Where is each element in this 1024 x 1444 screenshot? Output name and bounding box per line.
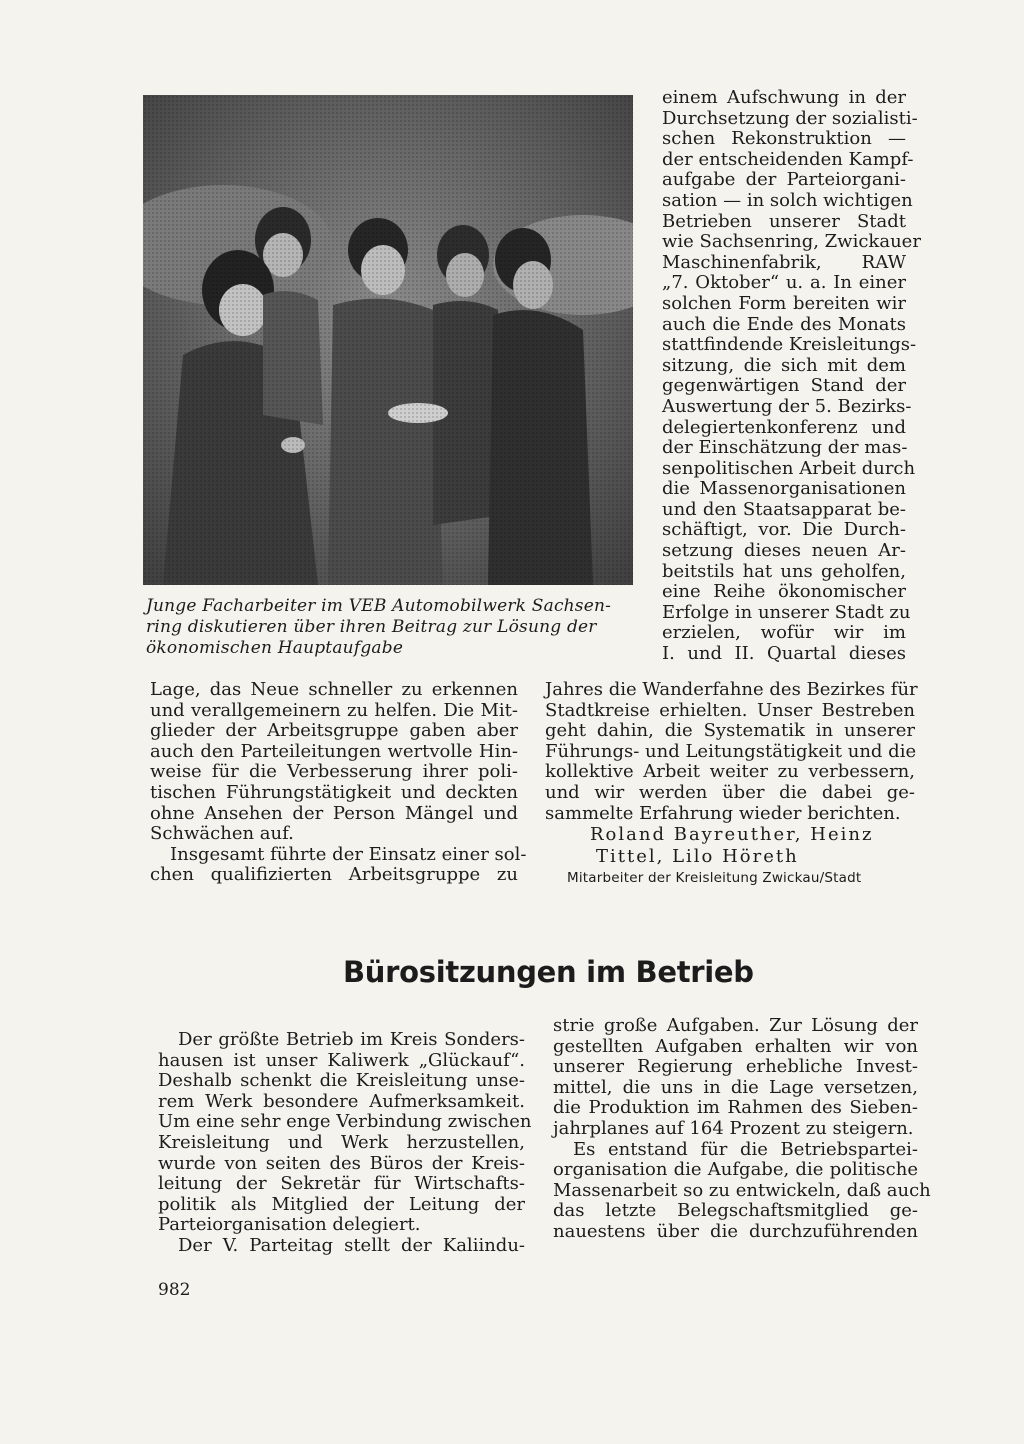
text-line: strie große Aufgaben. Zur Lösung der xyxy=(553,1015,918,1036)
text-line: Kreisleitung und Werk herzustellen, xyxy=(158,1131,525,1153)
text-line: chen qualifizierten Arbeitsgruppe zu xyxy=(150,864,518,886)
photo-caption xyxy=(146,596,638,659)
text-line: setzung dieses neuen Ar- xyxy=(662,540,906,562)
text-line: beitstils hat uns geholfen, xyxy=(662,560,906,582)
author-signature xyxy=(590,824,920,868)
text-line: sammelte Erfahrung wieder berichten. xyxy=(545,802,901,824)
right-column-text xyxy=(662,87,921,665)
author-affiliation: Mitarbeiter der Kreisleitung Zwickau/Stadt xyxy=(567,870,862,886)
text-line: weise für die Verbesserung ihrer poli- xyxy=(150,761,518,783)
text-line: sation — in solch wichtigen xyxy=(662,189,913,211)
text-line: der entscheidenden Kampf- xyxy=(662,148,914,170)
text-line: und den Staatsapparat be- xyxy=(662,498,906,520)
text-line: Jahres die Wanderfahne des Bezirkes für xyxy=(545,679,918,700)
article-right-column xyxy=(553,1015,931,1243)
text-line: schen Rekonstruktion — xyxy=(662,128,906,150)
text-line: der Einschätzung der mas- xyxy=(662,437,908,459)
text-line: Betrieben unserer Stadt xyxy=(662,210,906,232)
left-column-text xyxy=(150,679,527,886)
text-line: solchen Form bereiten wir xyxy=(662,292,906,314)
text-line: kollektive Arbeit weiter zu verbessern, xyxy=(545,761,915,783)
text-line: gestellten Aufgaben erhalten wir von xyxy=(553,1035,918,1057)
text-line: glieder der Arbeitsgruppe gaben aber xyxy=(150,720,518,742)
article-left-column xyxy=(158,1029,532,1257)
caption-line: ring diskutieren über ihren Beitrag zur Lösung der xyxy=(146,617,597,637)
text-line: aufgabe der Parteiorgani- xyxy=(662,169,906,191)
text-line: tischen Führungstätigkeit und deckten xyxy=(150,781,518,803)
text-line: organisation die Aufgabe, die politische xyxy=(553,1159,918,1181)
text-line: eine Reihe ökonomischer xyxy=(662,581,906,603)
text-line: leitung der Sekretär für Wirtschafts- xyxy=(158,1173,525,1195)
text-line: Durchsetzung der sozialisti- xyxy=(662,107,918,129)
text-line: sitzung, die sich mit dem xyxy=(662,354,906,376)
text-line: die Produktion im Rahmen des Sieben- xyxy=(553,1097,918,1119)
text-line: Lage, das Neue schneller zu erkennen xyxy=(150,679,518,700)
text-line: Um eine sehr enge Verbindung zwischen xyxy=(158,1111,532,1133)
text-line: unserer Regierung erhebliche Invest- xyxy=(553,1056,918,1078)
text-line: mittel, die uns in die Lage versetzen, xyxy=(553,1076,918,1098)
text-line: Es entstand für die Betriebspartei- xyxy=(573,1138,918,1160)
text-line: und wir werden über die dabei ge- xyxy=(545,781,915,803)
text-line: wie Sachsenring, Zwickauer xyxy=(662,231,921,253)
text-line: einem Aufschwung in der xyxy=(662,87,906,108)
text-line: und verallgemeinern zu helfen. Die Mit- xyxy=(150,699,518,721)
photo-image xyxy=(143,95,633,585)
text-line: Auswertung der 5. Bezirks- xyxy=(662,395,912,417)
text-line: politik als Mitglied der Leitung der xyxy=(158,1193,525,1215)
text-line: „7. Oktober“ u. a. In einer xyxy=(662,272,906,294)
text-line: auch den Parteileitungen wertvolle Hin- xyxy=(150,740,518,762)
text-line: gegenwärtigen Stand der xyxy=(662,375,906,397)
right-column-continuation xyxy=(545,679,918,824)
text-line: Insgesamt führte der Einsatz einer sol- xyxy=(170,843,527,865)
text-line: Parteiorganisation delegiert. xyxy=(158,1214,421,1236)
text-line: die Massenorganisationen xyxy=(662,478,906,500)
signature-line: Tittel, Lilo Höreth xyxy=(596,846,799,867)
article-headline: Bürositzungen im Betrieb xyxy=(343,955,754,989)
text-line: Schwächen auf. xyxy=(150,823,294,845)
text-line: delegiertenkonferenz und xyxy=(662,416,906,438)
text-line: nauestens über die durchzuführenden xyxy=(553,1220,918,1242)
text-line: Der V. Parteitag stellt der Kaliindu- xyxy=(178,1234,525,1256)
text-line: Stadtkreise erhielten. Unser Bestreben xyxy=(545,699,915,721)
text-line: auch die Ende des Monats xyxy=(662,313,906,335)
text-line: Der größte Betrieb im Kreis Sonders- xyxy=(178,1029,525,1050)
photo-group-of-workers xyxy=(143,95,633,585)
text-line: Deshalb schenkt die Kreisleitung unse- xyxy=(158,1070,525,1092)
text-line: geht dahin, die Systematik in unserer xyxy=(545,720,915,742)
text-line: Massenarbeit so zu entwickeln, daß auch xyxy=(553,1179,931,1201)
page-number: 982 xyxy=(158,1280,191,1300)
text-line: jahrplanes auf 164 Prozent zu steigern. xyxy=(553,1117,914,1139)
text-line: schäftigt, vor. Die Durch- xyxy=(662,519,906,541)
signature-line: Roland Bayreuther, Heinz xyxy=(590,824,874,845)
text-line: das letzte Belegschaftsmitglied ge- xyxy=(553,1200,918,1222)
text-line: Führungs- und Leitungstätigkeit und die xyxy=(545,740,917,762)
text-line: senpolitischen Arbeit durch xyxy=(662,457,916,479)
text-line: wurde von seiten des Büros der Kreis- xyxy=(158,1152,525,1174)
text-line: Erfolge in unserer Stadt zu xyxy=(662,601,911,623)
text-line: rem Werk besondere Aufmerksamkeit. xyxy=(158,1090,525,1112)
text-line: Maschinenfabrik, RAW xyxy=(662,251,906,273)
text-line: hausen ist unser Kaliwerk „Glückauf“. xyxy=(158,1049,525,1071)
caption-line: ökonomischen Hauptaufgabe xyxy=(146,638,404,658)
text-line: ohne Ansehen der Person Mängel und xyxy=(150,802,518,824)
text-line: erzielen, wofür wir im xyxy=(662,622,906,644)
text-line: I. und II. Quartal dieses xyxy=(662,643,906,665)
caption-line: Junge Facharbeiter im VEB Automobilwerk Sachsen- xyxy=(146,596,612,616)
text-line: stattfindende Kreisleitungs- xyxy=(662,334,917,356)
